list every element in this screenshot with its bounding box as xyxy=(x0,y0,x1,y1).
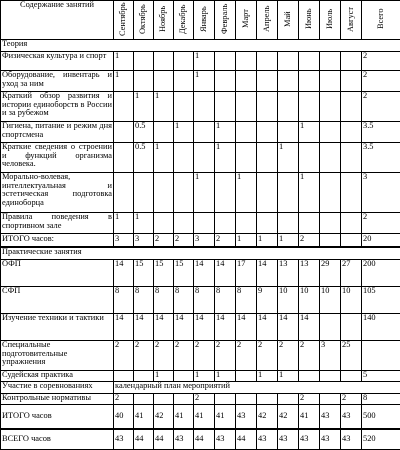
hours-cell xyxy=(257,122,278,143)
theory-row xyxy=(1,92,400,122)
hours-cell xyxy=(320,393,341,404)
hours-cell: 10 xyxy=(299,287,320,314)
hours-cell: 41 xyxy=(134,404,154,429)
hours-cell xyxy=(174,213,194,234)
hours-cell: 13 xyxy=(278,260,299,287)
hours-cell: 43 xyxy=(278,429,299,449)
hours-cell xyxy=(114,122,134,143)
hours-cell: 44 xyxy=(154,429,174,449)
month-header-nov xyxy=(154,1,174,40)
hours-cell: 15 xyxy=(174,260,194,287)
hours-cell: 1 xyxy=(114,213,134,234)
hours-cell: 14 xyxy=(194,260,215,287)
hours-cell: 2 xyxy=(299,393,320,404)
norms-row xyxy=(1,393,400,404)
month-label: Август xyxy=(345,6,355,32)
total-cell: 3 xyxy=(362,173,400,213)
month-label: Сентябрь xyxy=(118,2,128,36)
hours-cell xyxy=(134,71,154,92)
hours-cell xyxy=(341,71,362,92)
month-label: Февраль xyxy=(219,3,229,35)
practice-row xyxy=(1,314,400,341)
hours-cell: 41 xyxy=(215,404,236,429)
hours-cell: 2 xyxy=(236,340,257,370)
hours-cell: 8 xyxy=(154,287,174,314)
hours-cell: 14 xyxy=(154,314,174,341)
hours-cell xyxy=(320,142,341,172)
subject-cell: Судейская практика xyxy=(1,371,114,382)
hours-cell: 10 xyxy=(320,287,341,314)
hours-cell: 25 xyxy=(341,340,362,370)
total-cell: 140 xyxy=(362,314,400,341)
theory-row xyxy=(1,122,400,143)
hours-cell: 1 xyxy=(299,122,320,143)
hours-cell xyxy=(320,92,341,122)
hours-cell: 14 xyxy=(174,314,194,341)
hours-cell xyxy=(215,393,236,404)
month-label: Март xyxy=(240,9,250,29)
hours-cell: 2 xyxy=(215,340,236,370)
hours-cell: 1 xyxy=(134,213,154,234)
total-cell: 3.5 xyxy=(362,122,400,143)
hours-cell xyxy=(236,213,257,234)
theory-row xyxy=(1,173,400,213)
hours-cell: 2 xyxy=(299,233,320,246)
hours-cell: 9 xyxy=(257,287,278,314)
subject-cell: Участие в соревнованиях xyxy=(1,382,114,393)
header-row xyxy=(1,1,400,40)
hours-cell: 1 xyxy=(114,71,134,92)
month-label: Май xyxy=(282,11,292,27)
hours-cell: 3 xyxy=(134,233,154,246)
month-header-may xyxy=(278,1,299,40)
total-cell: 2 xyxy=(362,71,400,92)
hours-cell: 1 xyxy=(215,142,236,172)
hours-cell: 1 xyxy=(257,371,278,382)
hours-cell xyxy=(341,142,362,172)
hours-cell: 44 xyxy=(134,429,154,449)
subject-cell: Морально-волевая, интеллектуальная и эстетическая подготовка единоборца xyxy=(1,173,114,213)
hours-cell: 43 xyxy=(341,404,362,429)
hours-cell xyxy=(320,233,341,246)
subject-cell: ОФП xyxy=(1,260,114,287)
hours-cell: 2 xyxy=(194,393,215,404)
hours-cell: 1 xyxy=(194,71,215,92)
hours-cell: 14 xyxy=(134,314,154,341)
hours-cell xyxy=(134,371,154,382)
hours-cell: 1 xyxy=(194,52,215,71)
hours-cell: 2 xyxy=(174,233,194,246)
hours-cell: 14 xyxy=(215,314,236,341)
month-label: Январь xyxy=(198,6,208,32)
hours-cell xyxy=(194,92,215,122)
subject-cell: Изучение техники и тактики xyxy=(1,314,114,341)
total-cell: 500 xyxy=(362,404,400,429)
subject-cell: Краткий обзор развития и истории единоборств в России и за рубежом xyxy=(1,92,114,122)
hours-cell: 43 xyxy=(215,429,236,449)
hours-cell: 1 xyxy=(154,142,174,172)
month-header-jan xyxy=(194,1,215,40)
hours-cell: 2 xyxy=(154,233,174,246)
hours-cell xyxy=(257,393,278,404)
hours-cell xyxy=(236,142,257,172)
subject-cell: Правила поведения в спортивном зале xyxy=(1,213,114,234)
hours-cell xyxy=(236,371,257,382)
practice-section xyxy=(1,247,400,260)
plan-body xyxy=(1,40,400,450)
hours-cell xyxy=(154,173,174,213)
hours-cell: 43 xyxy=(299,429,320,449)
total-cell: 8 xyxy=(362,393,400,404)
hours-cell: 14 xyxy=(257,260,278,287)
hours-cell xyxy=(236,122,257,143)
hours-cell: 2 xyxy=(134,340,154,370)
hours-cell: 15 xyxy=(134,260,154,287)
month-header-oct xyxy=(134,1,154,40)
total-cell: 5 xyxy=(362,371,400,382)
hours-cell: 15 xyxy=(154,260,174,287)
hours-cell xyxy=(257,173,278,213)
hours-cell: 8 xyxy=(194,287,215,314)
month-header-jul xyxy=(320,1,341,40)
hours-cell xyxy=(215,52,236,71)
hours-cell xyxy=(341,173,362,213)
hours-cell: 8 xyxy=(134,287,154,314)
hours-cell xyxy=(114,371,134,382)
practice-row xyxy=(1,260,400,287)
hours-cell xyxy=(299,92,320,122)
hours-cell: 1 xyxy=(154,92,174,122)
month-header-dec xyxy=(174,1,194,40)
hours-cell xyxy=(236,71,257,92)
subject-cell: Краткие сведения о строении и функций организма человека. xyxy=(1,142,114,172)
hours-cell: 10 xyxy=(341,287,362,314)
hours-cell: 2 xyxy=(154,340,174,370)
hours-cell xyxy=(154,71,174,92)
hours-cell: 14 xyxy=(215,260,236,287)
hours-cell: 2 xyxy=(194,340,215,370)
hours-cell xyxy=(174,142,194,172)
hours-cell: 43 xyxy=(320,404,341,429)
hours-cell xyxy=(174,92,194,122)
hours-cell: 0.5 xyxy=(134,142,154,172)
hours-cell: 1 xyxy=(257,233,278,246)
hours-cell xyxy=(278,122,299,143)
month-header-jun xyxy=(299,1,320,40)
hours-cell xyxy=(320,122,341,143)
hours-cell: 10 xyxy=(278,287,299,314)
theory-row xyxy=(1,52,400,71)
hours-cell: 41 xyxy=(174,404,194,429)
subject-cell: ВСЕГО часов xyxy=(1,429,114,449)
hours-cell: 2 xyxy=(215,233,236,246)
hours-cell: 44 xyxy=(194,429,215,449)
month-header-feb xyxy=(215,1,236,40)
total-cell xyxy=(362,340,400,370)
hours-cell xyxy=(278,173,299,213)
hours-cell: 42 xyxy=(257,404,278,429)
hours-cell: 2 xyxy=(114,340,134,370)
hours-cell: 40 xyxy=(114,404,134,429)
total-column-header xyxy=(362,1,400,40)
practice-row xyxy=(1,371,400,382)
hours-cell xyxy=(236,92,257,122)
theory-row xyxy=(1,71,400,92)
month-header-mar xyxy=(236,1,257,40)
hours-cell xyxy=(320,71,341,92)
hours-cell xyxy=(257,52,278,71)
hours-cell: 2 xyxy=(114,393,134,404)
total-cell: 520 xyxy=(362,429,400,449)
hours-cell: 14 xyxy=(299,314,320,341)
hours-cell: 14 xyxy=(236,314,257,341)
hours-cell xyxy=(114,173,134,213)
hours-cell xyxy=(299,371,320,382)
hours-cell: 42 xyxy=(154,404,174,429)
hours-cell xyxy=(114,142,134,172)
hours-cell: 2 xyxy=(278,340,299,370)
theory-row xyxy=(1,142,400,172)
hours-cell: 43 xyxy=(257,429,278,449)
hours-cell: 42 xyxy=(278,404,299,429)
hours-cell: 3 xyxy=(114,233,134,246)
month-label: Июль xyxy=(324,8,334,30)
hours-cell: 2 xyxy=(341,393,362,404)
competitions-note: календарный план мероприятий xyxy=(114,382,400,393)
hours-cell xyxy=(257,213,278,234)
subject-column-header: Содержание занятий xyxy=(1,1,114,40)
hours-cell: 43 xyxy=(341,429,362,449)
hours-cell: 1 xyxy=(299,173,320,213)
hours-cell xyxy=(299,52,320,71)
hours-cell xyxy=(320,52,341,71)
hours-cell: 43 xyxy=(320,429,341,449)
hours-cell xyxy=(299,71,320,92)
subject-cell: Оборудование, инвентарь и уход за ним xyxy=(1,71,114,92)
hours-cell xyxy=(257,142,278,172)
hours-cell: 1 xyxy=(236,233,257,246)
hours-cell: 14 xyxy=(114,314,134,341)
hours-cell xyxy=(174,393,194,404)
month-label: Июнь xyxy=(303,8,313,30)
total-cell: 2 xyxy=(362,213,400,234)
hours-cell xyxy=(278,393,299,404)
total-label: Всего xyxy=(375,8,385,30)
hours-cell: 14 xyxy=(278,314,299,341)
hours-cell xyxy=(134,173,154,213)
hours-cell: 14 xyxy=(257,314,278,341)
hours-cell: 1 xyxy=(194,173,215,213)
hours-cell: 1 xyxy=(194,371,215,382)
practice-row xyxy=(1,340,400,370)
hours-cell xyxy=(154,393,174,404)
month-label: Апрель xyxy=(261,5,271,33)
hours-cell xyxy=(174,71,194,92)
subject-cell: ИТОГО часов: xyxy=(1,233,114,246)
hours-cell xyxy=(174,173,194,213)
hours-cell: 1 xyxy=(278,233,299,246)
hours-cell xyxy=(299,213,320,234)
hours-cell xyxy=(320,371,341,382)
hours-cell: 44 xyxy=(236,429,257,449)
subject-cell: Специальные подготовительные упражнения xyxy=(1,340,114,370)
hours-cell: 1 xyxy=(278,371,299,382)
practice-row xyxy=(1,287,400,314)
theory-section xyxy=(1,40,400,52)
hours-cell: 14 xyxy=(194,314,215,341)
hours-cell xyxy=(174,52,194,71)
hours-cell: 8 xyxy=(236,287,257,314)
practice-itog-row xyxy=(1,404,400,429)
month-header-aug xyxy=(341,1,362,40)
subject-cell: Гигиена, питание и режим дня спортсмена xyxy=(1,122,114,143)
month-label: Октябрь xyxy=(138,4,148,34)
hours-cell xyxy=(341,371,362,382)
hours-cell xyxy=(341,52,362,71)
hours-cell xyxy=(341,122,362,143)
hours-cell: 1 xyxy=(134,92,154,122)
hours-cell: 29 xyxy=(320,260,341,287)
hours-cell xyxy=(341,213,362,234)
hours-cell xyxy=(320,213,341,234)
hours-cell xyxy=(257,71,278,92)
total-cell: 3.5 xyxy=(362,142,400,172)
hours-cell: 17 xyxy=(236,260,257,287)
hours-cell xyxy=(215,213,236,234)
hours-cell xyxy=(320,314,341,341)
competitions-row xyxy=(1,382,400,393)
hours-cell: 1 xyxy=(236,173,257,213)
hours-cell: 2 xyxy=(299,340,320,370)
total-cell: 200 xyxy=(362,260,400,287)
hours-cell: 1 xyxy=(174,122,194,143)
hours-cell: 14 xyxy=(114,260,134,287)
hours-cell: 41 xyxy=(299,404,320,429)
month-header-apr xyxy=(257,1,278,40)
month-header-sep xyxy=(114,1,134,40)
hours-cell xyxy=(194,213,215,234)
practice-section-title: Практические занятия xyxy=(1,247,400,260)
hours-cell: 1 xyxy=(114,52,134,71)
hours-cell xyxy=(194,142,215,172)
hours-cell xyxy=(236,393,257,404)
total-cell: 20 xyxy=(362,233,400,246)
hours-cell: 43 xyxy=(114,429,134,449)
hours-cell: 1 xyxy=(278,142,299,172)
hours-cell xyxy=(154,213,174,234)
hours-cell: 43 xyxy=(236,404,257,429)
hours-cell: 8 xyxy=(114,287,134,314)
hours-cell: 1 xyxy=(154,371,174,382)
hours-cell: 3 xyxy=(194,233,215,246)
hours-cell xyxy=(215,71,236,92)
hours-cell: 3 xyxy=(320,340,341,370)
hours-cell: 1 xyxy=(215,371,236,382)
hours-cell xyxy=(320,173,341,213)
theory-row xyxy=(1,213,400,234)
hours-cell xyxy=(174,371,194,382)
hours-cell xyxy=(341,314,362,341)
subject-cell: СФП xyxy=(1,287,114,314)
month-label: Декабрь xyxy=(178,4,188,34)
hours-cell xyxy=(154,122,174,143)
hours-cell xyxy=(194,122,215,143)
hours-cell: 27 xyxy=(341,260,362,287)
subject-cell: ИТОГО часов xyxy=(1,404,114,429)
hours-cell xyxy=(341,233,362,246)
hours-cell: 8 xyxy=(174,287,194,314)
hours-cell xyxy=(134,393,154,404)
hours-cell xyxy=(278,71,299,92)
hours-cell xyxy=(257,92,278,122)
hours-cell xyxy=(134,52,154,71)
hours-cell: 0.5 xyxy=(134,122,154,143)
hours-cell xyxy=(299,142,320,172)
hours-cell: 8 xyxy=(215,287,236,314)
grand-total-row xyxy=(1,429,400,449)
hours-cell xyxy=(114,92,134,122)
hours-cell: 2 xyxy=(174,340,194,370)
hours-cell: 1 xyxy=(215,122,236,143)
hours-cell xyxy=(341,92,362,122)
theory-section-title: Теория xyxy=(1,40,400,52)
subject-cell: Физическая культура и спорт xyxy=(1,52,114,71)
total-cell: 2 xyxy=(362,52,400,71)
hours-cell xyxy=(215,173,236,213)
total-cell: 2 xyxy=(362,92,400,122)
hours-cell: 43 xyxy=(174,429,194,449)
hours-cell xyxy=(278,52,299,71)
hours-cell xyxy=(278,92,299,122)
subject-cell: Контрольные нормативы xyxy=(1,393,114,404)
hours-cell xyxy=(236,52,257,71)
theory-itog-row xyxy=(1,233,400,246)
hours-cell: 2 xyxy=(257,340,278,370)
hours-cell: 41 xyxy=(194,404,215,429)
month-label: Ноябрь xyxy=(158,5,168,33)
hours-cell xyxy=(154,52,174,71)
hours-cell xyxy=(215,92,236,122)
hours-cell xyxy=(278,213,299,234)
total-cell: 105 xyxy=(362,287,400,314)
hours-cell: 13 xyxy=(299,260,320,287)
